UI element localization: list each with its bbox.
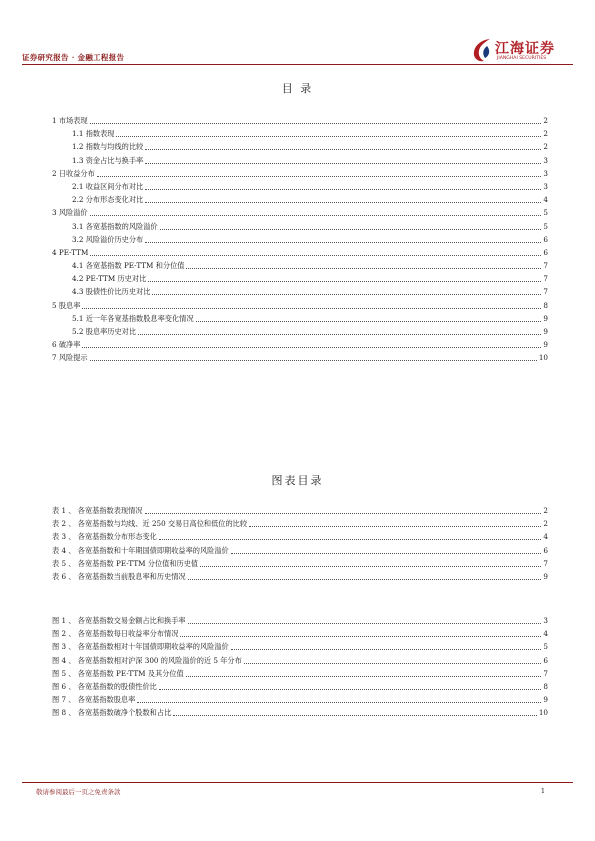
toc-entry[interactable]	[52, 706, 548, 719]
toc-leader-dots	[90, 351, 537, 361]
toc-list	[52, 114, 548, 365]
toc-entry[interactable]	[52, 154, 548, 167]
toc-entry-title: 表 5 、 各宽基指数 PE-TTM 分位值和历史值	[52, 558, 199, 568]
toc-entry-title: 2 日收益分布	[52, 168, 95, 178]
toc-entry-page: 9	[543, 695, 548, 705]
toc-entry-page: 3	[543, 181, 548, 191]
figures-toc-title: 图表目录	[271, 474, 324, 487]
toc-entry[interactable]	[52, 312, 548, 325]
toc-entry-title: 表 1 、 各宽基指数表现情况	[52, 506, 143, 515]
report-type-label: 证券研究报告 · 金融工程报告	[22, 53, 125, 62]
toc-entry-title: 图 4 、 各宽基指数相对沪深 300 的风险溢价的近 5 年分布	[52, 655, 242, 665]
toc-entry-title: 4.1 各宽基指数 PE-TTM 和分位值	[72, 261, 185, 271]
toc-entry[interactable]	[52, 530, 548, 543]
toc-leader-dots	[138, 325, 541, 335]
toc-entry[interactable]	[52, 127, 548, 140]
toc-entry-page: 6	[543, 655, 548, 665]
toc-entry-page: 4	[543, 532, 548, 542]
toc-leader-dots	[160, 220, 542, 230]
toc-entry-title: 图 8 、 各宽基指数破净个股数和占比	[52, 708, 172, 718]
toc-entry[interactable]	[52, 285, 548, 298]
toc-leader-dots	[188, 570, 542, 580]
toc-entry[interactable]	[52, 233, 548, 246]
toc-leader-dots	[173, 706, 537, 716]
toc-leader-dots	[116, 127, 541, 137]
toc-leader-dots	[97, 167, 542, 177]
toc-entry[interactable]	[52, 193, 548, 206]
toc-leader-dots	[137, 693, 541, 703]
toc-entry-page: 6	[543, 545, 548, 555]
toc-entry-title: 1.3 资金占比与换手率	[72, 155, 144, 165]
toc-entry-title: 1.2 指数与均线的比较	[72, 142, 144, 152]
toc-leader-dots	[148, 272, 541, 282]
toc-entry[interactable]	[52, 114, 548, 127]
toc-entry-title: 图 2 、 各宽基指数每日收益率分布情况	[52, 629, 179, 639]
toc-entry-page: 3	[543, 155, 548, 165]
toc-entry[interactable]	[52, 627, 548, 640]
toc-entry-title: 图 7 、 各宽基指数股息率	[52, 695, 136, 705]
toc-leader-dots	[188, 614, 542, 624]
toc-leader-dots	[196, 312, 542, 322]
header-divider	[22, 64, 573, 65]
toc-entry-page: 4	[543, 629, 548, 639]
toc-entry-page: 8	[543, 300, 548, 310]
toc-leader-dots	[186, 667, 542, 677]
toc-entry-title: 表 6 、 各宽基指数当前股息率和历史情况	[52, 571, 186, 581]
toc-entry-title: 3.1 各宽基指数的风险溢价	[72, 221, 158, 231]
toc-entry-page: 7	[543, 668, 548, 678]
toc-leader-dots	[159, 680, 542, 690]
toc-entry[interactable]	[52, 167, 548, 180]
toc-entry[interactable]	[52, 570, 548, 583]
toc-entry-page: 5	[543, 221, 548, 231]
toc-entry-title: 表 4 、 各宽基指数和十年期国债即期收益率的风险溢价	[52, 545, 229, 555]
footer-divider	[22, 782, 573, 783]
toc-leader-dots	[244, 654, 542, 664]
toc-entry-page: 7	[543, 261, 548, 271]
page-number: 1	[540, 787, 545, 795]
logo-text-cn: 江海证券	[495, 41, 555, 57]
toc-leader-dots	[145, 140, 541, 150]
company-logo	[470, 36, 570, 66]
toc-entry-title: 5.2 股息率历史对比	[72, 327, 137, 336]
toc-entry[interactable]	[52, 351, 548, 364]
toc-entry-title: 表 2 、 各宽基指数与均线、近 250 交易日高位和低位的比较	[52, 519, 248, 529]
toc-entry[interactable]	[52, 140, 548, 153]
toc-entry-page: 7	[543, 274, 548, 284]
toc-entry-title: 4.2 PE-TTM 历史对比	[72, 274, 147, 284]
toc-entry-page: 9	[543, 340, 548, 350]
toc-entry-page: 5	[543, 208, 548, 218]
toc-entry[interactable]	[52, 517, 548, 530]
toc-entry-title: 1 市场表现	[52, 116, 88, 125]
tables-list	[52, 504, 548, 583]
toc-entry[interactable]	[52, 667, 548, 680]
toc-entry[interactable]	[52, 206, 548, 219]
toc-entry-page: 3	[543, 616, 548, 625]
toc-entry[interactable]	[52, 220, 548, 233]
toc-leader-dots	[200, 557, 541, 567]
toc-entry-page: 2	[543, 506, 548, 515]
toc-leader-dots	[180, 627, 541, 637]
toc-entry[interactable]	[52, 259, 548, 272]
toc-entry-page: 9	[543, 313, 548, 323]
toc-leader-dots	[145, 180, 541, 190]
toc-leader-dots	[90, 206, 542, 216]
toc-leader-dots	[145, 154, 541, 164]
toc-leader-dots	[145, 193, 541, 203]
toc-entry[interactable]	[52, 272, 548, 285]
toc-entry[interactable]	[52, 338, 548, 351]
toc-entry[interactable]	[52, 325, 548, 338]
toc-entry[interactable]	[52, 246, 548, 259]
toc-entry-page: 3	[543, 168, 548, 178]
toc-entry[interactable]	[52, 557, 548, 570]
toc-leader-dots	[90, 246, 541, 256]
toc-entry-page: 6	[543, 247, 548, 257]
toc-entry-page: 2	[543, 142, 548, 152]
logo-mark-icon	[470, 36, 496, 64]
toc-entry-title: 4 PE-TTM	[52, 247, 89, 257]
toc-entry-title: 图 5 、 各宽基指数 PE-TTM 及其分位值	[52, 668, 184, 678]
toc-entry[interactable]	[52, 654, 548, 667]
toc-entry[interactable]	[52, 640, 548, 653]
toc-entry-title: 5.1 近一年各宽基指数股息率变化情况	[72, 313, 194, 323]
toc-leader-dots	[186, 259, 541, 269]
toc-leader-dots	[90, 114, 542, 124]
toc-entry-title: 5 股息率	[52, 300, 81, 310]
toc-entry-page: 8	[543, 681, 548, 691]
toc-entry-title: 1.1 指数表现	[72, 129, 115, 139]
toc-entry[interactable]	[52, 544, 548, 557]
toc-leader-dots	[145, 233, 541, 243]
toc-entry[interactable]	[52, 180, 548, 193]
toc-entry-page: 4	[543, 195, 548, 205]
toc-entry-page: 6	[543, 234, 548, 244]
toc-leader-dots	[82, 299, 541, 309]
toc-leader-dots	[152, 285, 541, 295]
toc-entry-title: 图 3 、 各宽基指数相对十年国债即期收益率的风险溢价	[52, 642, 229, 652]
toc-leader-dots	[159, 530, 542, 540]
toc-entry-page: 2	[543, 129, 548, 139]
toc-leader-dots	[82, 338, 541, 348]
toc-entry-page: 7	[543, 558, 548, 568]
toc-leader-dots	[145, 504, 542, 514]
toc-entry-page: 7	[543, 287, 548, 297]
toc-entry[interactable]	[52, 614, 548, 627]
toc-title: 目 录	[281, 82, 314, 95]
toc-entry-page: 10	[538, 353, 548, 363]
logo-text-en: JIANGHAI SECURITIES	[497, 56, 547, 61]
toc-entry-title: 图 6 、 各宽基指数的股债性价比	[52, 681, 157, 691]
toc-entry-title: 3 风险溢价	[52, 208, 88, 218]
toc-entry-page: 9	[543, 571, 548, 581]
toc-entry-title: 3.2 风险溢价历史分布	[72, 234, 144, 244]
toc-entry-title: 表 3 、 各宽基指数分布形态变化	[52, 532, 157, 542]
toc-leader-dots	[249, 517, 541, 527]
toc-entry-title: 2.2 分布形态变化对比	[72, 195, 144, 205]
toc-leader-dots	[231, 640, 542, 650]
toc-entry-page: 2	[543, 116, 548, 125]
toc-entry-title: 7 风险提示	[52, 353, 88, 363]
figures-list	[52, 614, 548, 720]
disclaimer-note: 敬请参阅最后一页之免责条款	[36, 788, 121, 796]
toc-entry-page: 5	[543, 642, 548, 652]
toc-entry-title: 6 破净率	[52, 340, 81, 350]
toc-entry[interactable]	[52, 680, 548, 693]
toc-entry-page: 2	[543, 519, 548, 529]
toc-entry-page: 9	[543, 327, 548, 336]
toc-entry[interactable]	[52, 504, 548, 517]
toc-entry[interactable]	[52, 299, 548, 312]
toc-entry-title: 图 1 、 各宽基指数交易金额占比和换手率	[52, 616, 186, 625]
toc-entry-title: 2.1 收益区间分布对比	[72, 181, 144, 191]
toc-entry[interactable]	[52, 693, 548, 706]
toc-leader-dots	[231, 544, 542, 554]
toc-entry-page: 10	[538, 708, 548, 718]
toc-entry-title: 4.3 股债性价比历史对比	[72, 287, 151, 297]
